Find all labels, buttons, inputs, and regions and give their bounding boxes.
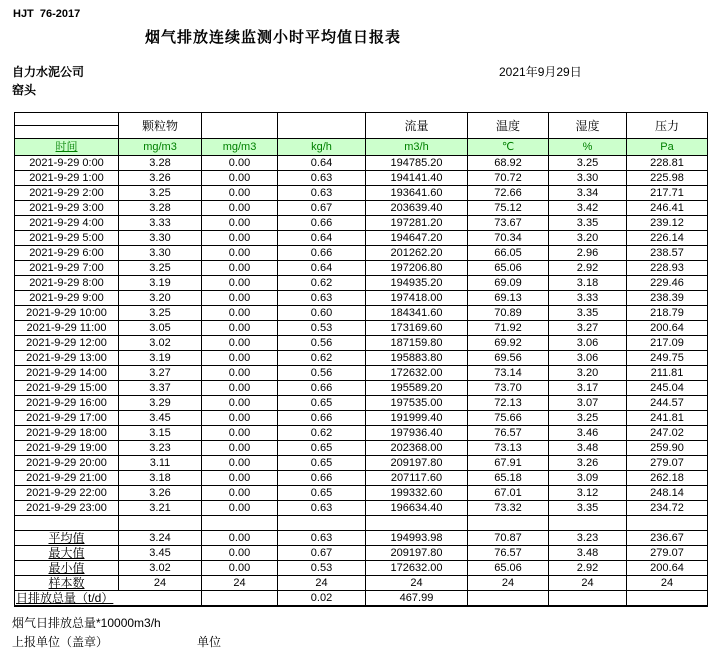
value-cell: 3.05	[119, 321, 202, 336]
value-cell: 0.63	[278, 531, 366, 546]
table-row	[15, 366, 708, 381]
report-table-wrapper	[14, 112, 708, 607]
corner-cell-top	[15, 113, 119, 126]
value-cell: 76.57	[468, 546, 549, 561]
value-cell: 3.02	[119, 561, 202, 576]
spacer-row	[15, 516, 708, 531]
value-cell: 0.64	[278, 261, 366, 276]
value-cell: 73.13	[468, 441, 549, 456]
value-cell: 209197.80	[366, 546, 468, 561]
value-cell: 0.65	[278, 486, 366, 501]
value-cell: 69.13	[468, 291, 549, 306]
table-row	[15, 171, 708, 186]
value-cell: 69.56	[468, 351, 549, 366]
col-header-temp: 温度	[468, 113, 549, 139]
unit-cell: ℃	[468, 139, 549, 156]
page-title: 烟气排放连续监测小时平均值日报表	[145, 29, 402, 46]
value-cell: 247.02	[627, 426, 708, 441]
value-cell: 73.67	[468, 216, 549, 231]
value-cell: 3.30	[549, 171, 627, 186]
value-cell: 0.00	[202, 186, 278, 201]
value-cell: 0.00	[202, 501, 278, 516]
value-cell: 228.81	[627, 156, 708, 171]
value-cell: 3.07	[549, 396, 627, 411]
time-cell: 2021-9-29 2:00	[15, 186, 119, 201]
value-cell: 24	[202, 576, 278, 591]
value-cell: 197535.00	[366, 396, 468, 411]
value-cell: 3.45	[119, 411, 202, 426]
value-cell: 197281.20	[366, 216, 468, 231]
value-cell: 3.33	[119, 216, 202, 231]
value-cell: 246.41	[627, 201, 708, 216]
value-cell: 2.92	[549, 261, 627, 276]
time-cell: 2021-9-29 4:00	[15, 216, 119, 231]
empty-cell	[278, 516, 366, 531]
value-cell: 3.15	[119, 426, 202, 441]
unit-cell: m3/h	[366, 139, 468, 156]
table-row	[15, 291, 708, 306]
summary-label: 最小值	[15, 561, 119, 576]
value-cell: 70.34	[468, 231, 549, 246]
empty-cell	[202, 591, 278, 607]
value-cell: 3.42	[549, 201, 627, 216]
value-cell: 0.66	[278, 471, 366, 486]
value-cell: 197418.00	[366, 291, 468, 306]
value-cell: 0.00	[202, 156, 278, 171]
value-cell: 201262.20	[366, 246, 468, 261]
value-cell: 200.64	[627, 561, 708, 576]
value-cell: 0.63	[278, 291, 366, 306]
summary-row	[15, 531, 708, 546]
time-cell: 2021-9-29 18:00	[15, 426, 119, 441]
time-cell: 2021-9-29 6:00	[15, 246, 119, 261]
value-cell: 68.92	[468, 156, 549, 171]
value-cell: 0.00	[202, 546, 278, 561]
value-cell: 3.12	[549, 486, 627, 501]
value-cell: 73.70	[468, 381, 549, 396]
table-row	[15, 186, 708, 201]
value-cell: 0.66	[278, 216, 366, 231]
empty-cell	[549, 591, 627, 607]
company-name: 自力水泥公司	[12, 65, 85, 79]
col-header-pressure: 压力	[627, 113, 708, 139]
time-cell: 2021-9-29 15:00	[15, 381, 119, 396]
table-row	[15, 246, 708, 261]
value-cell: 73.14	[468, 366, 549, 381]
value-cell: 3.28	[119, 201, 202, 216]
value-cell: 0.67	[278, 546, 366, 561]
value-cell: 0.00	[202, 276, 278, 291]
value-cell: 236.67	[627, 531, 708, 546]
unit-cell: mg/m3	[202, 139, 278, 156]
value-cell: 3.20	[119, 291, 202, 306]
value-cell: 0.00	[202, 396, 278, 411]
empty-cell	[15, 516, 119, 531]
table-row	[15, 216, 708, 231]
empty-cell	[627, 516, 708, 531]
table-row	[15, 381, 708, 396]
time-cell: 2021-9-29 21:00	[15, 471, 119, 486]
time-cell: 2021-9-29 16:00	[15, 396, 119, 411]
value-cell: 3.17	[549, 381, 627, 396]
value-cell: 24	[468, 576, 549, 591]
value-cell: 3.25	[549, 411, 627, 426]
value-cell: 67.91	[468, 456, 549, 471]
value-cell: 239.12	[627, 216, 708, 231]
time-cell: 2021-9-29 10:00	[15, 306, 119, 321]
table-row	[15, 396, 708, 411]
value-cell: 238.39	[627, 291, 708, 306]
value-cell: 0.00	[202, 321, 278, 336]
value-cell: 244.57	[627, 396, 708, 411]
value-cell: 3.23	[549, 531, 627, 546]
value-cell: 217.71	[627, 186, 708, 201]
value-cell: 3.35	[549, 501, 627, 516]
value-cell: 3.46	[549, 426, 627, 441]
standard-code: HJT 76-2017	[13, 8, 81, 20]
value-cell: 72.66	[468, 186, 549, 201]
header-row-top	[15, 113, 708, 126]
value-cell: 196634.40	[366, 501, 468, 516]
value-cell: 0.65	[278, 456, 366, 471]
empty-cell	[119, 516, 202, 531]
value-cell: 3.33	[549, 291, 627, 306]
value-cell: 3.21	[119, 501, 202, 516]
value-cell: 73.32	[468, 501, 549, 516]
empty-cell	[468, 591, 549, 607]
time-cell: 2021-9-29 14:00	[15, 366, 119, 381]
report-date: 2021年9月29日	[499, 65, 582, 79]
value-cell: 75.12	[468, 201, 549, 216]
value-cell: 0.63	[278, 501, 366, 516]
table-row	[15, 411, 708, 426]
value-cell: 3.09	[549, 471, 627, 486]
value-cell: 194935.20	[366, 276, 468, 291]
value-cell: 65.06	[468, 261, 549, 276]
time-cell: 2021-9-29 13:00	[15, 351, 119, 366]
value-cell: 3.27	[119, 366, 202, 381]
value-cell: 3.25	[549, 156, 627, 171]
value-cell: 197936.40	[366, 426, 468, 441]
value-cell: 0.62	[278, 276, 366, 291]
value-cell: 0.00	[202, 381, 278, 396]
value-cell: 0.53	[278, 321, 366, 336]
value-cell: 226.14	[627, 231, 708, 246]
value-cell: 228.93	[627, 261, 708, 276]
value-cell: 202368.00	[366, 441, 468, 456]
summary-row	[15, 546, 708, 561]
value-cell: 24	[119, 576, 202, 591]
value-cell: 0.00	[202, 306, 278, 321]
value-cell: 3.25	[119, 261, 202, 276]
col-header-empty-1	[202, 113, 278, 139]
value-cell: 3.26	[119, 486, 202, 501]
value-cell: 3.48	[549, 441, 627, 456]
footer-unit-label: 单位	[197, 635, 222, 649]
value-cell: 259.90	[627, 441, 708, 456]
value-cell: 76.57	[468, 426, 549, 441]
value-cell: 0.00	[202, 561, 278, 576]
table-row	[15, 336, 708, 351]
value-cell: 209197.80	[366, 456, 468, 471]
value-cell: 0.00	[202, 171, 278, 186]
value-cell: 3.06	[549, 351, 627, 366]
value-cell: 0.65	[278, 441, 366, 456]
value-cell: 0.00	[202, 231, 278, 246]
time-cell: 2021-9-29 17:00	[15, 411, 119, 426]
value-cell: 0.00	[202, 261, 278, 276]
unit-row	[15, 139, 708, 156]
unit-cell: Pa	[627, 139, 708, 156]
value-cell: 3.02	[119, 336, 202, 351]
unit-cell: kg/h	[278, 139, 366, 156]
value-cell: 3.35	[549, 216, 627, 231]
value-cell: 3.29	[119, 396, 202, 411]
table-row	[15, 471, 708, 486]
value-cell: 172632.00	[366, 366, 468, 381]
value-cell: 3.30	[119, 246, 202, 261]
value-cell: 0.56	[278, 336, 366, 351]
value-cell: 3.11	[119, 456, 202, 471]
value-cell: 24	[627, 576, 708, 591]
time-cell: 2021-9-29 8:00	[15, 276, 119, 291]
value-cell: 69.92	[468, 336, 549, 351]
value-cell: 0.66	[278, 381, 366, 396]
value-cell: 0.65	[278, 396, 366, 411]
value-cell: 0.00	[202, 456, 278, 471]
value-cell: 3.06	[549, 336, 627, 351]
value-cell: 200.64	[627, 321, 708, 336]
value-cell: 3.20	[549, 366, 627, 381]
value-cell: 72.13	[468, 396, 549, 411]
summary-row	[15, 576, 708, 591]
value-cell: 24	[278, 576, 366, 591]
value-cell: 0.00	[202, 201, 278, 216]
unit-cell: mg/m3	[119, 139, 202, 156]
value-cell: 70.89	[468, 306, 549, 321]
value-cell: 234.72	[627, 501, 708, 516]
value-cell: 0.63	[278, 186, 366, 201]
value-cell: 203639.40	[366, 201, 468, 216]
value-cell: 0.00	[202, 336, 278, 351]
value-cell: 194647.20	[366, 231, 468, 246]
summary-row	[15, 561, 708, 576]
value-cell: 3.35	[549, 306, 627, 321]
value-cell: 0.00	[202, 426, 278, 441]
value-cell: 241.81	[627, 411, 708, 426]
value-cell: 0.00	[202, 411, 278, 426]
daily-total-kgh: 0.02	[278, 591, 366, 607]
value-cell: 3.48	[549, 546, 627, 561]
value-cell: 3.45	[119, 546, 202, 561]
table-row	[15, 321, 708, 336]
value-cell: 24	[549, 576, 627, 591]
value-cell: 0.64	[278, 156, 366, 171]
value-cell: 67.01	[468, 486, 549, 501]
table-row	[15, 306, 708, 321]
value-cell: 191999.40	[366, 411, 468, 426]
value-cell: 199332.60	[366, 486, 468, 501]
time-cell: 2021-9-29 3:00	[15, 201, 119, 216]
time-cell: 2021-9-29 1:00	[15, 171, 119, 186]
value-cell: 195589.20	[366, 381, 468, 396]
value-cell: 194993.98	[366, 531, 468, 546]
table-row	[15, 486, 708, 501]
value-cell: 3.20	[549, 231, 627, 246]
time-cell: 2021-9-29 20:00	[15, 456, 119, 471]
value-cell: 0.63	[278, 171, 366, 186]
col-header-pm: 颗粒物	[119, 113, 202, 139]
empty-cell	[549, 516, 627, 531]
value-cell: 0.67	[278, 201, 366, 216]
daily-total-row	[15, 591, 708, 607]
table-row	[15, 156, 708, 171]
station-name: 窑头	[12, 83, 37, 97]
value-cell: 0.53	[278, 561, 366, 576]
value-cell: 193641.60	[366, 186, 468, 201]
time-cell: 2021-9-29 23:00	[15, 501, 119, 516]
summary-label: 平均值	[15, 531, 119, 546]
value-cell: 0.00	[202, 351, 278, 366]
time-cell: 2021-9-29 7:00	[15, 261, 119, 276]
footer-report-unit: 上报单位（盖章）	[12, 635, 109, 649]
value-cell: 195883.80	[366, 351, 468, 366]
value-cell: 0.62	[278, 426, 366, 441]
table-row	[15, 501, 708, 516]
value-cell: 0.00	[202, 441, 278, 456]
value-cell: 70.87	[468, 531, 549, 546]
value-cell: 248.14	[627, 486, 708, 501]
daily-total-flow: 467.99	[366, 591, 468, 607]
value-cell: 3.26	[549, 456, 627, 471]
value-cell: 229.46	[627, 276, 708, 291]
value-cell: 194785.20	[366, 156, 468, 171]
value-cell: 75.66	[468, 411, 549, 426]
unit-cell: %	[549, 139, 627, 156]
value-cell: 3.28	[119, 156, 202, 171]
value-cell: 3.25	[119, 186, 202, 201]
value-cell: 3.18	[119, 471, 202, 486]
value-cell: 225.98	[627, 171, 708, 186]
value-cell: 0.66	[278, 246, 366, 261]
value-cell: 71.92	[468, 321, 549, 336]
value-cell: 0.66	[278, 411, 366, 426]
value-cell: 0.00	[202, 486, 278, 501]
value-cell: 2.92	[549, 561, 627, 576]
report-table	[14, 112, 708, 607]
table-row	[15, 426, 708, 441]
time-cell: 2021-9-29 12:00	[15, 336, 119, 351]
table-row	[15, 351, 708, 366]
value-cell: 245.04	[627, 381, 708, 396]
value-cell: 249.75	[627, 351, 708, 366]
value-cell: 0.62	[278, 351, 366, 366]
time-cell: 2021-9-29 19:00	[15, 441, 119, 456]
value-cell: 3.19	[119, 351, 202, 366]
value-cell: 3.23	[119, 441, 202, 456]
value-cell: 0.00	[202, 216, 278, 231]
value-cell: 65.18	[468, 471, 549, 486]
value-cell: 217.09	[627, 336, 708, 351]
corner-cell-bottom	[15, 126, 119, 139]
col-header-humidity: 湿度	[549, 113, 627, 139]
value-cell: 69.09	[468, 276, 549, 291]
empty-cell	[468, 516, 549, 531]
table-row	[15, 201, 708, 216]
value-cell: 3.30	[119, 231, 202, 246]
value-cell: 65.06	[468, 561, 549, 576]
value-cell: 3.24	[119, 531, 202, 546]
table-row	[15, 261, 708, 276]
value-cell: 66.05	[468, 246, 549, 261]
time-cell: 2021-9-29 5:00	[15, 231, 119, 246]
time-cell: 2021-9-29 11:00	[15, 321, 119, 336]
col-header-empty-2	[278, 113, 366, 139]
time-cell: 2021-9-29 9:00	[15, 291, 119, 306]
value-cell: 24	[366, 576, 468, 591]
value-cell: 0.56	[278, 366, 366, 381]
value-cell: 184341.60	[366, 306, 468, 321]
value-cell: 3.37	[119, 381, 202, 396]
value-cell: 172632.00	[366, 561, 468, 576]
empty-cell	[627, 591, 708, 607]
value-cell: 218.79	[627, 306, 708, 321]
table-row	[15, 456, 708, 471]
value-cell: 3.34	[549, 186, 627, 201]
value-cell: 3.25	[119, 306, 202, 321]
value-cell: 207117.60	[366, 471, 468, 486]
value-cell: 0.60	[278, 306, 366, 321]
time-column-label: 时间	[15, 139, 119, 156]
table-row	[15, 441, 708, 456]
value-cell: 2.96	[549, 246, 627, 261]
time-cell: 2021-9-29 22:00	[15, 486, 119, 501]
value-cell: 3.18	[549, 276, 627, 291]
table-row	[15, 231, 708, 246]
daily-total-label: 日排放总量（t/d）	[15, 591, 202, 607]
value-cell: 0.00	[202, 471, 278, 486]
value-cell: 194141.40	[366, 171, 468, 186]
value-cell: 279.07	[627, 456, 708, 471]
empty-cell	[366, 516, 468, 531]
value-cell: 173169.60	[366, 321, 468, 336]
time-cell: 2021-9-29 0:00	[15, 156, 119, 171]
value-cell: 3.27	[549, 321, 627, 336]
value-cell: 187159.80	[366, 336, 468, 351]
summary-label: 样本数	[15, 576, 119, 591]
value-cell: 197206.80	[366, 261, 468, 276]
value-cell: 0.00	[202, 531, 278, 546]
value-cell: 279.07	[627, 546, 708, 561]
footer-note: 烟气日排放总量*10000m3/h	[12, 616, 161, 630]
value-cell: 0.00	[202, 366, 278, 381]
value-cell: 211.81	[627, 366, 708, 381]
summary-label: 最大值	[15, 546, 119, 561]
empty-cell	[202, 516, 278, 531]
value-cell: 70.72	[468, 171, 549, 186]
value-cell: 238.57	[627, 246, 708, 261]
value-cell: 0.00	[202, 246, 278, 261]
value-cell: 3.26	[119, 171, 202, 186]
table-row	[15, 276, 708, 291]
value-cell: 3.19	[119, 276, 202, 291]
col-header-flow: 流量	[366, 113, 468, 139]
value-cell: 0.64	[278, 231, 366, 246]
value-cell: 0.00	[202, 291, 278, 306]
value-cell: 262.18	[627, 471, 708, 486]
